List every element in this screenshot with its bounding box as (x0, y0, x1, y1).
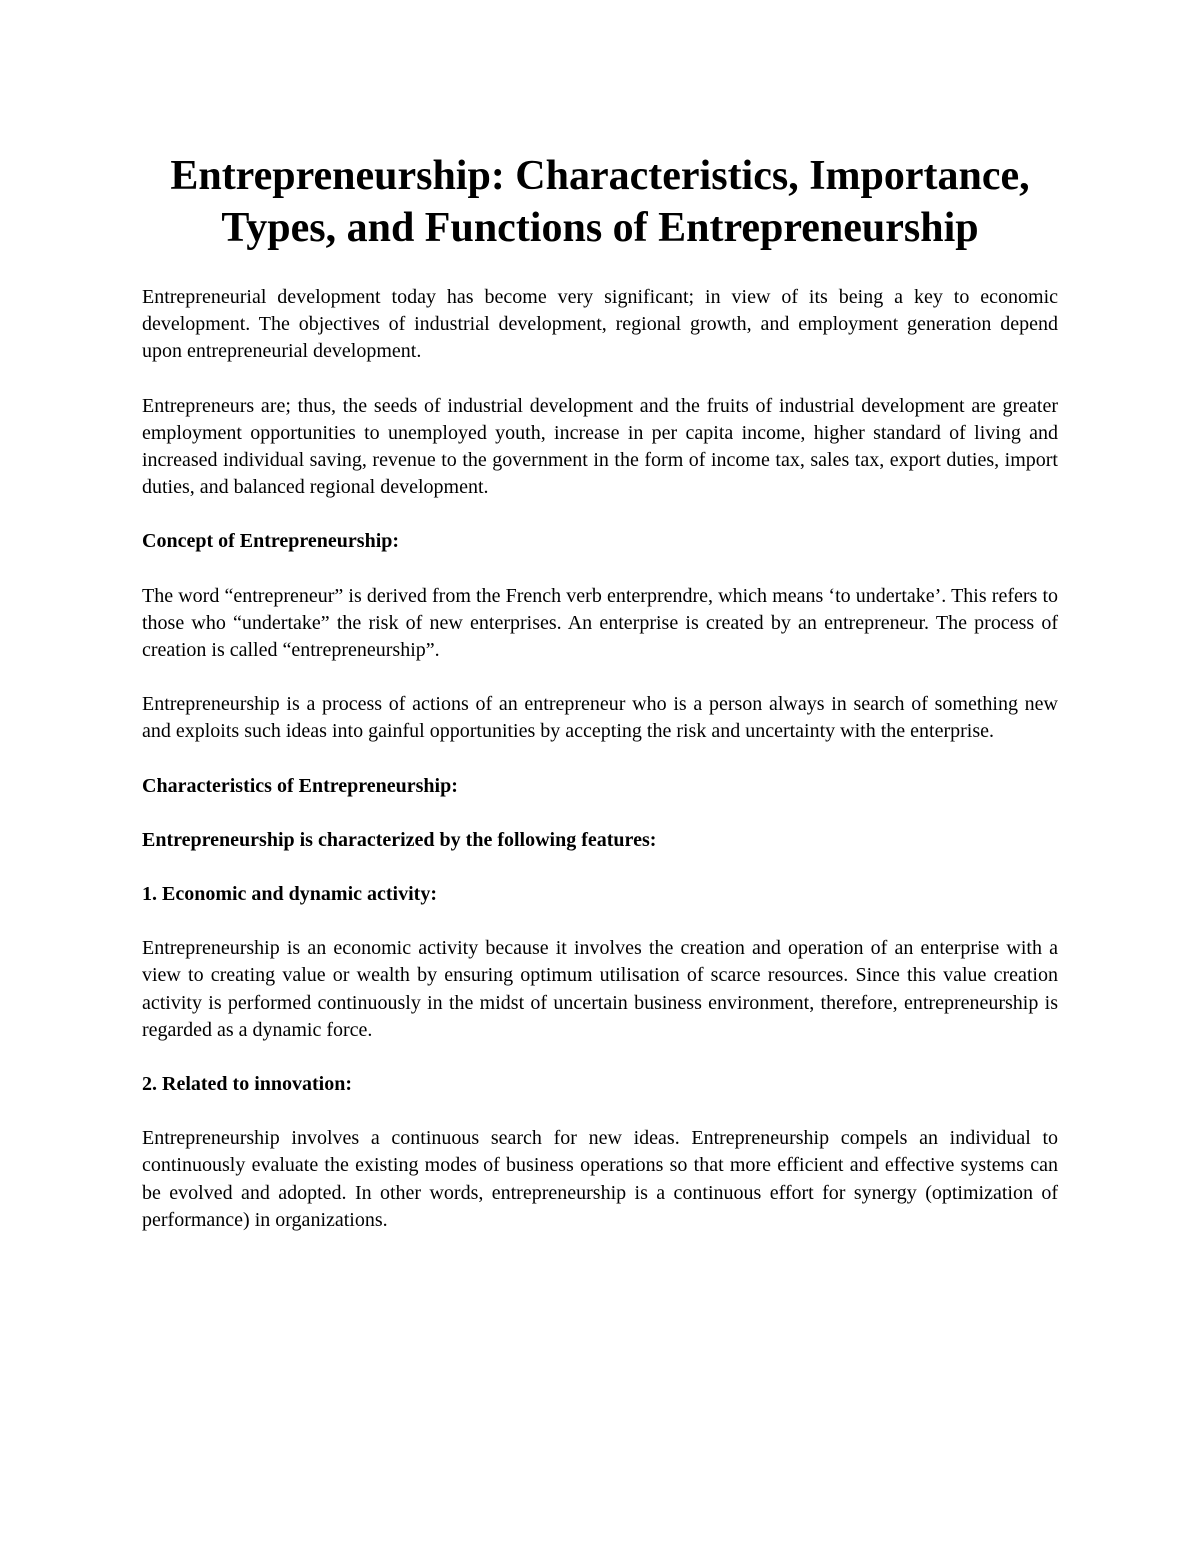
characteristics-lead: Entrepreneurship is characterized by the following features: (142, 828, 657, 851)
concept-heading: Concept of Entrepreneurship: (142, 530, 400, 553)
intro-paragraph-2: Entrepreneurs are; thus, the seeds of industrial development and the fruits of industrial development are greater employment opportunities to unemployed youth, increase in per capita income, higher standard of living and increased individual saving, revenue to the government in the form of income tax, sales tax, export duties, import duties, and balanced regional development. (142, 394, 1058, 499)
characteristic-1-text: Entrepreneurship is an economic activity because it involves the creation and operation of an enterprise with a view to creating value or wealth by ensuring optimum utilisation of scarce resources. Since this value creation activity is performed continuously in the midst of uncertain business environment, therefore, entrepreneurship is regarded as a dynamic force. (142, 937, 1058, 1041)
characteristic-2-text: Entrepreneurship involves a continuous search for new ideas. Entrepreneurship compels an individual to continuously evaluate the existing modes of business operations so that more efficient and effective systems can be evolved and adopted. In other words, entrepreneurship is a continuous effort for synergy (optimization of performance) in organizations. (142, 1127, 1058, 1231)
document-title: Entrepreneurship: Characteristics, Importance, Types, and Functions of Entrepreneurship (170, 153, 1030, 251)
concept-paragraph-2: Entrepreneurship is a process of actions of an entrepreneur who is a person always in search of something new and exploits such ideas into gainful opportunities by accepting the risk and uncertainty with the enterprise. (142, 693, 1058, 743)
concept-paragraph-1: The word “entrepreneur” is derived from the French verb enterprendre, which means ‘to undertake’. This refers to those who “undertake” the risk of new enterprises. An enterprise is created by an entrepreneur. The process of creation is called “entrepreneurship”. (142, 584, 1058, 662)
characteristics-heading: Characteristics of Entrepreneurship: (142, 774, 458, 797)
characteristic-2-heading: 2. Related to innovation: (142, 1073, 352, 1096)
characteristic-1-heading: 1. Economic and dynamic activity: (142, 883, 437, 906)
intro-paragraph-1: Entrepreneurial development today has become very significant; in view of its being a key to economic development. The objectives of industrial development, regional growth, and employment generation depend upon entrepreneurial development. (142, 286, 1058, 363)
document-page (142, 150, 1058, 1234)
